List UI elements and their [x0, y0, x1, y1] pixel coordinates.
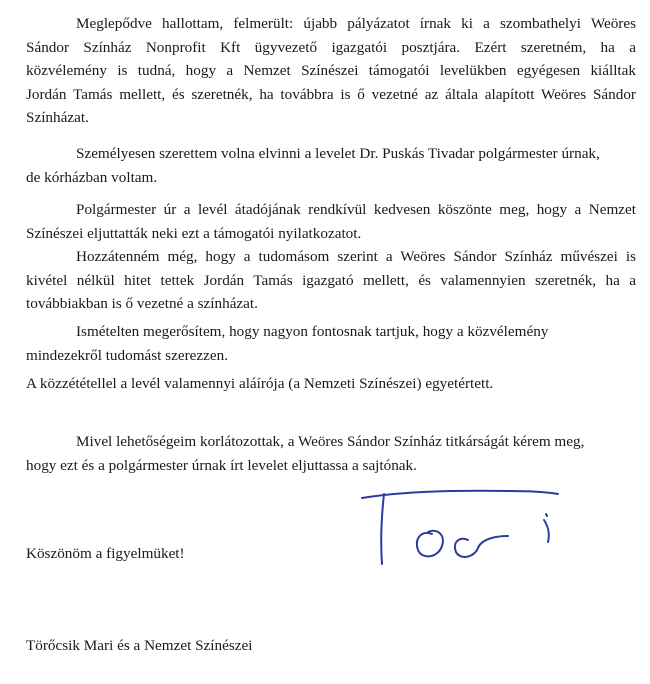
paragraph-artists-support: [26, 245, 636, 316]
handwritten-signature: [358, 484, 568, 574]
paragraph-secretariat-request: [26, 430, 636, 477]
text-line: mindezekről tudomást szerezzen.: [26, 346, 228, 364]
text-line: továbbiakban is ő vezetné a színházat.: [26, 295, 258, 312]
text-line: Színházat.: [26, 109, 89, 126]
text-line: Mivel lehetőségeim korlátozottak, a Weöres Sándor Színház titkárságát kérem meg,: [76, 433, 585, 450]
text-line: de kórházban voltam.: [26, 168, 158, 186]
closing-thanks: Köszönöm a figyelmüket!: [26, 545, 185, 562]
signature-name: Törőcsik Mari és a Nemzet Színészei: [26, 637, 253, 654]
text-line: Ismételten megerősítem, hogy nagyon fontosnak tartjuk, hogy a közvélemény: [76, 323, 549, 340]
text-line: Jordán Tamás mellett, és szeretnék, ha továbbra is ő vezetné az általa alapított Weöres Sándor: [26, 85, 636, 103]
text-line: Színészei eljuttatták neki ezt a támogatói nyilatkozatot.: [26, 224, 362, 242]
paragraph-consent: A közzététellel a levél valamennyi aláírója (a Nemzeti Színészei) egyetértett.: [26, 375, 494, 392]
paragraph-new-tender: [26, 12, 636, 130]
text-line: Hozzátenném még, hogy a tudomásom szerint a Weöres Sándor Színház művészei is: [76, 248, 636, 265]
text-line: kivétel nélkül hitet tettek Jordán Tamás igazgató mellett, és valamennyien szeretnék, ha a: [26, 271, 636, 289]
text-line: Sándor Színház Nonprofit Kft ügyvezető igazgatói posztjára. Ezért szeretném, ha a: [26, 38, 636, 56]
text-line: hogy ezt és a polgármester úrnak írt levelet eljuttassa a sajtónak.: [26, 456, 417, 474]
paragraph-reaffirm: [26, 320, 636, 367]
paragraph-personal-delivery: [26, 142, 636, 189]
text-line: Személyesen szerettem volna elvinni a levelet Dr. Puskás Tivadar polgármester úrnak,: [76, 145, 600, 162]
text-line: Meglepődve hallottam, felmerült: újabb pályázatot írnak ki a szombathelyi Weöres: [76, 15, 636, 32]
text-line: közvélemény is tudná, hogy a Nemzet Színészei támogatói levelükben egyégesen kiálltak: [26, 62, 636, 79]
paragraph-mayor-thanks: [26, 198, 636, 245]
text-line: Polgármester úr a levél átadójának rendkívül kedvesen köszönte meg, hogy a Nemzet: [76, 201, 636, 218]
